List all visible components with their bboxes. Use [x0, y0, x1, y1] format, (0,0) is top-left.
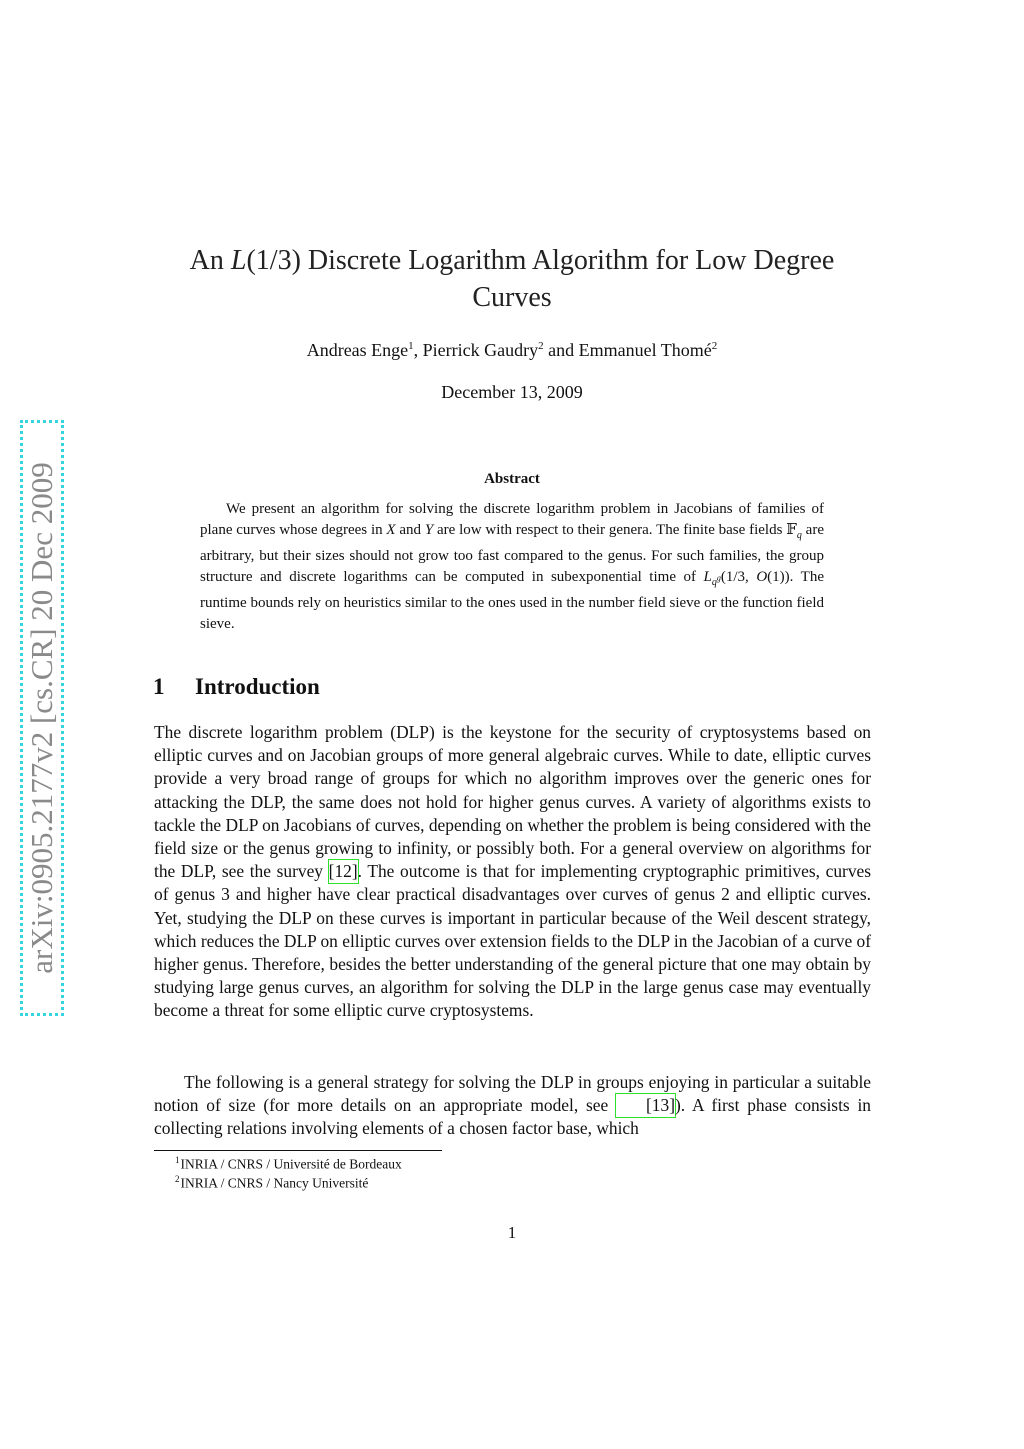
section-heading — [153, 674, 320, 700]
affiliation-mark: 2 — [538, 340, 544, 352]
section-number: 1 — [153, 674, 165, 699]
footnote: $^1$INRIA / CNRS / Université de Bordeaux — [175, 1155, 402, 1172]
abstract-heading: Abstract — [484, 471, 540, 487]
footnote-divider — [154, 1150, 442, 1151]
author-name: Andreas Enge — [306, 340, 409, 360]
affiliation-mark: 2 — [711, 340, 718, 352]
arxiv-identifier: arXiv:0905.2177v2 [cs.CR] 20 Dec 2009 — [24, 462, 59, 974]
paper-title: An L(1/3) Discrete Logarithm Algorithm for Low Degree Curves — [189, 245, 835, 313]
footnote-mark: 2 — [175, 1174, 180, 1184]
author-name: Emmanuel Thomé — [578, 340, 712, 360]
body-paragraph: The following is a general strategy for solving the DLP in groups enjoying in particular a suitable notion of size (for more details on an appropriate model, see [13]). A first phase consists in collecting relations involving elements of a chosen factor base, which — [154, 1072, 872, 1139]
section-title: Introduction — [195, 674, 320, 699]
arxiv-stamp[interactable] — [20, 420, 64, 1016]
affiliation-mark: 1 — [408, 340, 414, 352]
page-number: 1 — [507, 1223, 517, 1242]
footnote-mark: 1 — [175, 1155, 180, 1165]
citation-link[interactable]: [13] — [616, 1094, 675, 1117]
footnote: $^2$INRIA / CNRS / Nancy Université — [175, 1174, 369, 1191]
citation-link[interactable]: [12] — [329, 860, 358, 883]
author-name: Pierrick Gaudry — [422, 340, 539, 360]
author-list: Andreas Enge$^1$, Pierrick Gaudry$^2$ and Emmanuel Thomé$^2$ — [306, 340, 718, 360]
publication-date: December 13, 2009 — [441, 382, 583, 402]
body-paragraph: The discrete logarithm problem (DLP) is the keystone for the security of cryptosystems based on elliptic curves and on Jacobian groups of more general algebraic curves. While to date, elliptic curves provide a very broad range of groups for which no algorithm improves over the generic ones for attacking the DLP, the same does not hold for higher genus curves. A variety of algorithms exists to tackle the DLP on Jacobians of curves, depending on whether the problem is being considered with the field size or the genus growing to infinity, or possibly both. For a general overview on algorithms for the DLP, see the survey [12]. The outcome is that for implementing cryptographic primitives, curves of genus 3 and higher have clear practical disadvantages over curves of genus 2 and elliptic curves. Yet, studying the DLP on these curves is important in particular because of the Weil descent strategy, which reduces the DLP on elliptic curves over extension fields to the DLP in the Jacobian of a curve of higher genus. Therefore, besides the better understanding of the general picture that one may obtain by studying large genus curves, an algorithm for solving the DLP in the large genus case may eventually become a threat for some elliptic curve cryptosystems. — [154, 722, 871, 1021]
abstract-text: We present an algorithm for solving the discrete logarithm problem in Jacobians of families of plane curves whose degrees in X and Y are low with respect to their genera. The finite base fields 𝔽$_q$ are arbitrary, but their sizes should not grow too fast compared to the genus. For such families, the group structure and discrete logarithms can be computed in subexponential time of $L_{q^g}(1/3$, O(1)). The runtime bounds rely on heuristics similar to the ones used in the number field sieve or the function field sieve. — [200, 501, 824, 632]
